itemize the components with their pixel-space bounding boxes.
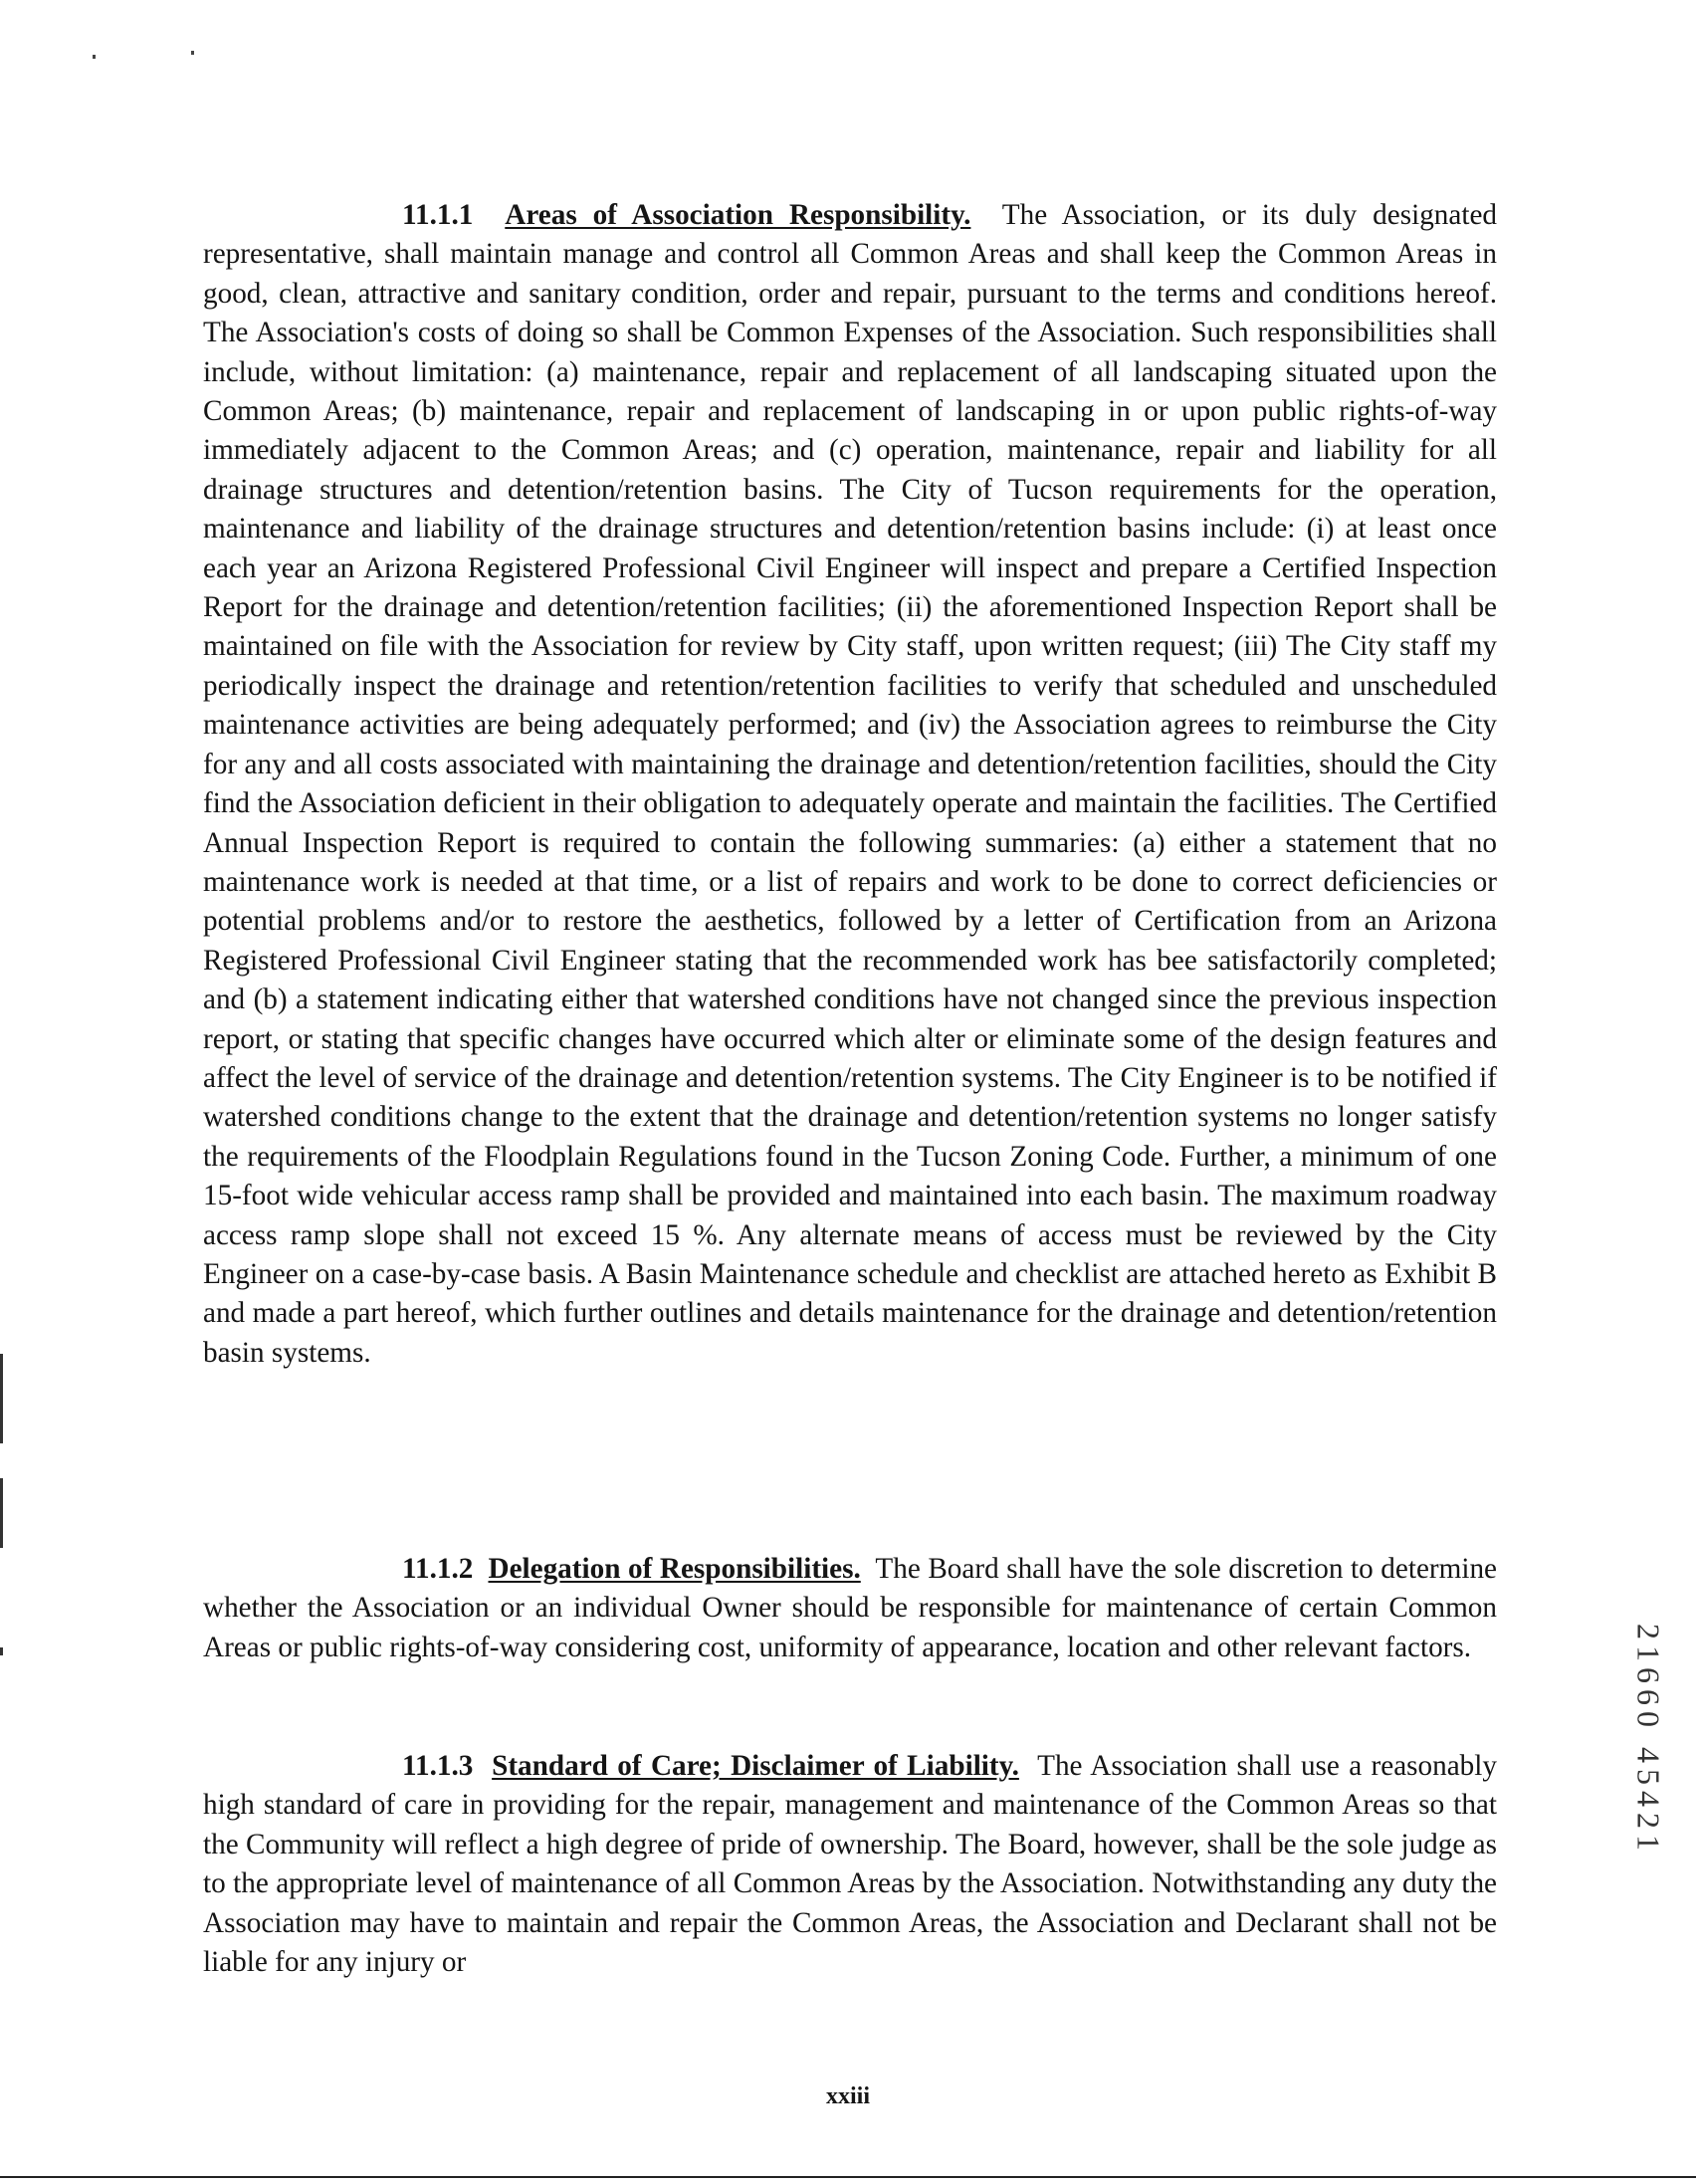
section-number: 11.1.3 xyxy=(402,1750,474,1782)
scan-edge-mark xyxy=(0,1647,3,1655)
page-number: xxiii xyxy=(825,2083,870,2109)
section-11-1-2 xyxy=(203,1550,1497,1667)
section-body: The Association shall use a reasonably high standard of care in providing for the repair, management and maintenance of the Common Areas so that the Community will reflect a high degree of pride of ownership. The Board, however, shall be the sole judge as to the appropriate level of maintenance of all Common Areas by the Association. Notwithstanding any duty the Association may have to maintain and repair the Common Areas, the Association and Declarant shall not be liable for any injury or xyxy=(203,1750,1497,1979)
section-body: The Association, or its duly designated representative, shall maintain manage and control all Common Areas and shall keep the Common Areas in good, clean, attractive and sanitary condition, order and repair, pursuant to the terms and conditions hereof. The Association's costs of doing so shall be Common Expenses of the Association. Such responsibilities shall include, without limitation: (a) maintenance, repair and replacement of all landscaping situated upon the Common Areas; (b) maintenance, repair and replacement of landscaping in or upon public rights-of-way immediately adjacent to the Common Areas; and (c) operation, maintenance, repair and liability for all drainage structures and detention/retention basins. The City of Tucson requirements for the operation, maintenance and liability of the drainage structures and detention/retention basins include: (i) at least once each year an Arizona Registered Professional Civil Engineer will inspect and prepare a Certified Inspection Report for the drainage and detention/retention facilities; (ii) the aforementioned Inspection Report shall be maintained on file with the Association for review by City staff, upon written request; (iii) The City staff my periodically inspect the drainage and retention/retention facilities to verify that scheduled and unscheduled maintenance activities are being adequately performed; and (iv) the Association agrees to reimburse the City for any and all costs associated with maintaining the drainage and detention/retention facilities, should the City find the Association deficient in their obligation to adequately operate and maintain the facilities. The Certified Annual Inspection Report is required to contain the following summaries: (a) either a statement that no maintenance work is needed at that time, or a list of repairs and work to be done to correct deficiencies or potential problems and/or to restore the aesthetics, followed by a letter of Certification from an Arizona Registered Professional Civil Engineer stating that the recommended work has bee satisfactorily completed; and (b) a statement indicating either that watershed conditions have not changed since the previous inspection report, or stating that specific changes have occurred which alter or eliminate some of the design features and affect the level of service of the drainage and detention/retention systems. The City Engineer is to be notified if watershed conditions change to the extent that the drainage and detention/retention systems no longer satisfy the requirements of the Floodplain Regulations found in the Tucson Zoning Code. Further, a minimum of one 15-foot wide vehicular access ramp shall be provided and maintained into each basin. The maximum roadway access ramp slope shall not exceed 15 %. Any alternate means of access must be reviewed by the City Engineer on a case-by-case basis. A Basin Maintenance schedule and checklist are attached hereto as Exhibit B and made a part hereof, which further outlines and details maintenance for the drainage and detention/retention basin systems. xyxy=(203,199,1497,1369)
recording-stamp-text: 21660 45421 xyxy=(1630,1624,1667,1856)
section-11-1-3 xyxy=(203,1747,1497,1982)
section-title: Areas of Association Responsibility. xyxy=(505,199,971,231)
scan-speck xyxy=(93,55,96,59)
recording-stamp xyxy=(1628,1601,1668,1879)
section-body: The Board shall have the sole discretion to determine whether the Association or an individual Owner should be responsible for maintenance of certain Common Areas or public rights-of-way considering cost, uniformity of appearance, location and other relevant factors. xyxy=(203,1553,1497,1663)
section-11-1-1 xyxy=(203,196,1497,1373)
section-number: 11.1.1 xyxy=(402,199,474,231)
section-title: Delegation of Responsibilities. xyxy=(488,1553,861,1585)
scan-speck xyxy=(191,51,194,55)
scan-edge-mark xyxy=(0,1354,3,1443)
section-number: 11.1.2 xyxy=(402,1553,474,1585)
scan-edge-mark xyxy=(0,1478,3,1548)
section-title: Standard of Care; Disclaimer of Liability. xyxy=(492,1750,1019,1782)
scan-bottom-rule xyxy=(0,2176,1696,2178)
